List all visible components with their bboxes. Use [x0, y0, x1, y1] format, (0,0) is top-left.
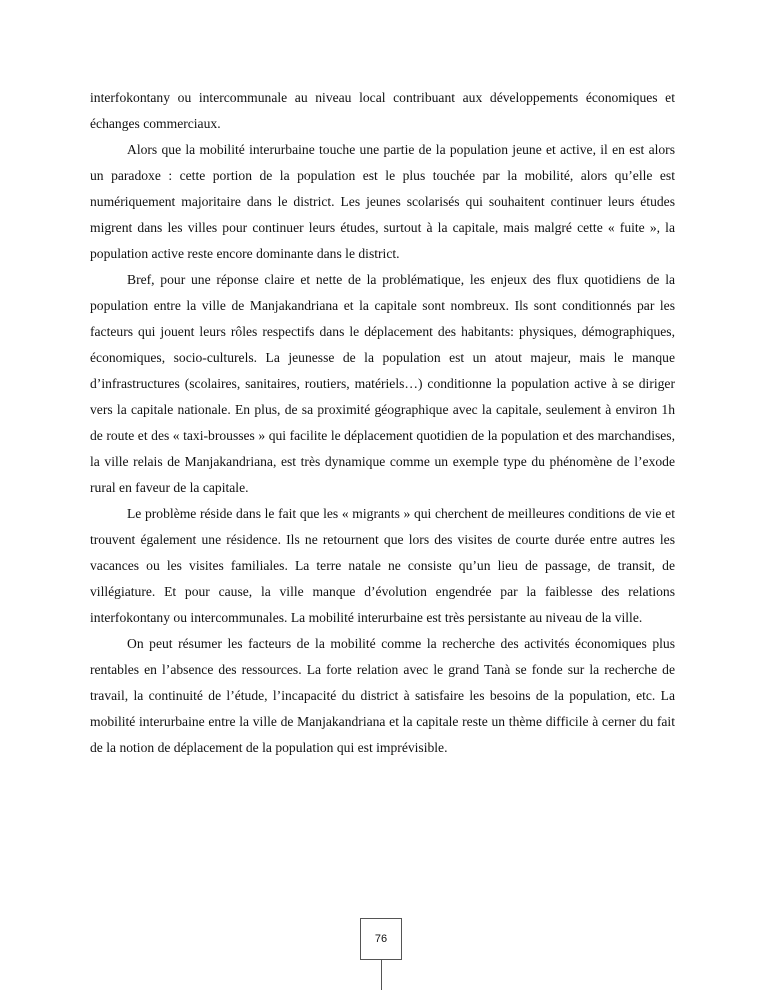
paragraph-paradoxe: Alors que la mobilité interurbaine touche une partie de la population jeune et active, il en est alors un paradoxe : cette portion de la population est le plus touchée par la mobilité, alors qu’elle est numériquement majoritaire dans le district. Les jeunes scolarisés qui souhaitent continuer leurs études migrent dans les villes pour continuer leurs études, surtout à la capitale, mais malgré cette « fuite », la population active reste encore dominante dans le district. [90, 142, 675, 261]
page-number-connector [381, 960, 382, 990]
page-number-label: 76 [374, 933, 388, 945]
paragraph-resume: On peut résumer les facteurs de la mobilité comme la recherche des activités économiques plus rentables en l’absence des ressources. La forte relation avec le grand Tanà se fonde sur la recherche de travail, la continuité de l’étude, l’incapacité du district à satisfaire les besoins de la population, etc. La mobilité interurbaine entre la ville de Manjakandriana et la capitale reste un thème difficile à cerner du fait de la notion de déplacement de la population qui est imprévisible. [90, 636, 675, 755]
paragraph-probleme: Le problème réside dans le fait que les « migrants » qui cherchent de meilleures conditions de vie et trouvent également une résidence. Ils ne retournent que lors des visites de courte durée entre autres les vacances ou les visites familiales. La terre natale ne consiste qu’un lieu de passage, de transit, de villégiature. Et pour cause, la ville manque d’évolution engendrée par la faiblesse des relations interfokontany ou intercommunales. La mobilité interurbaine est très persistante au niveau de la ville. [90, 506, 675, 625]
body-text [90, 85, 675, 761]
paragraph-bref: Bref, pour une réponse claire et nette de la problématique, les enjeux des flux quotidiens de la population entre la ville de Manjakandriana et la capitale sont nombreux. Ils sont conditionnés par les facteurs qui jouent leurs rôles respectifs dans le déplacement des habitants: physiques, démographiques, économiques, socio-culturels. La jeunesse de la population est un atout majeur, mais le manque d’infrastructures (scolaires, sanitaires, routiers, matériels…) conditionne la population active à se diriger vers la capitale nationale. En plus, de sa proximité géographique avec la capitale, seulement à environ 1h de route et des « taxi-brousses » qui facilite le déplacement quotidien de la population et des marchandises, la ville relais de Manjakandriana, est très dynamique comme un exemple type du phénomène de l’exode rural en faveur de la capitale. [90, 272, 675, 495]
page-number [360, 918, 402, 960]
paragraph-continuation: interfokontany ou intercommunale au niveau local contribuant aux développements économiques et échanges commerciaux. [90, 90, 675, 131]
